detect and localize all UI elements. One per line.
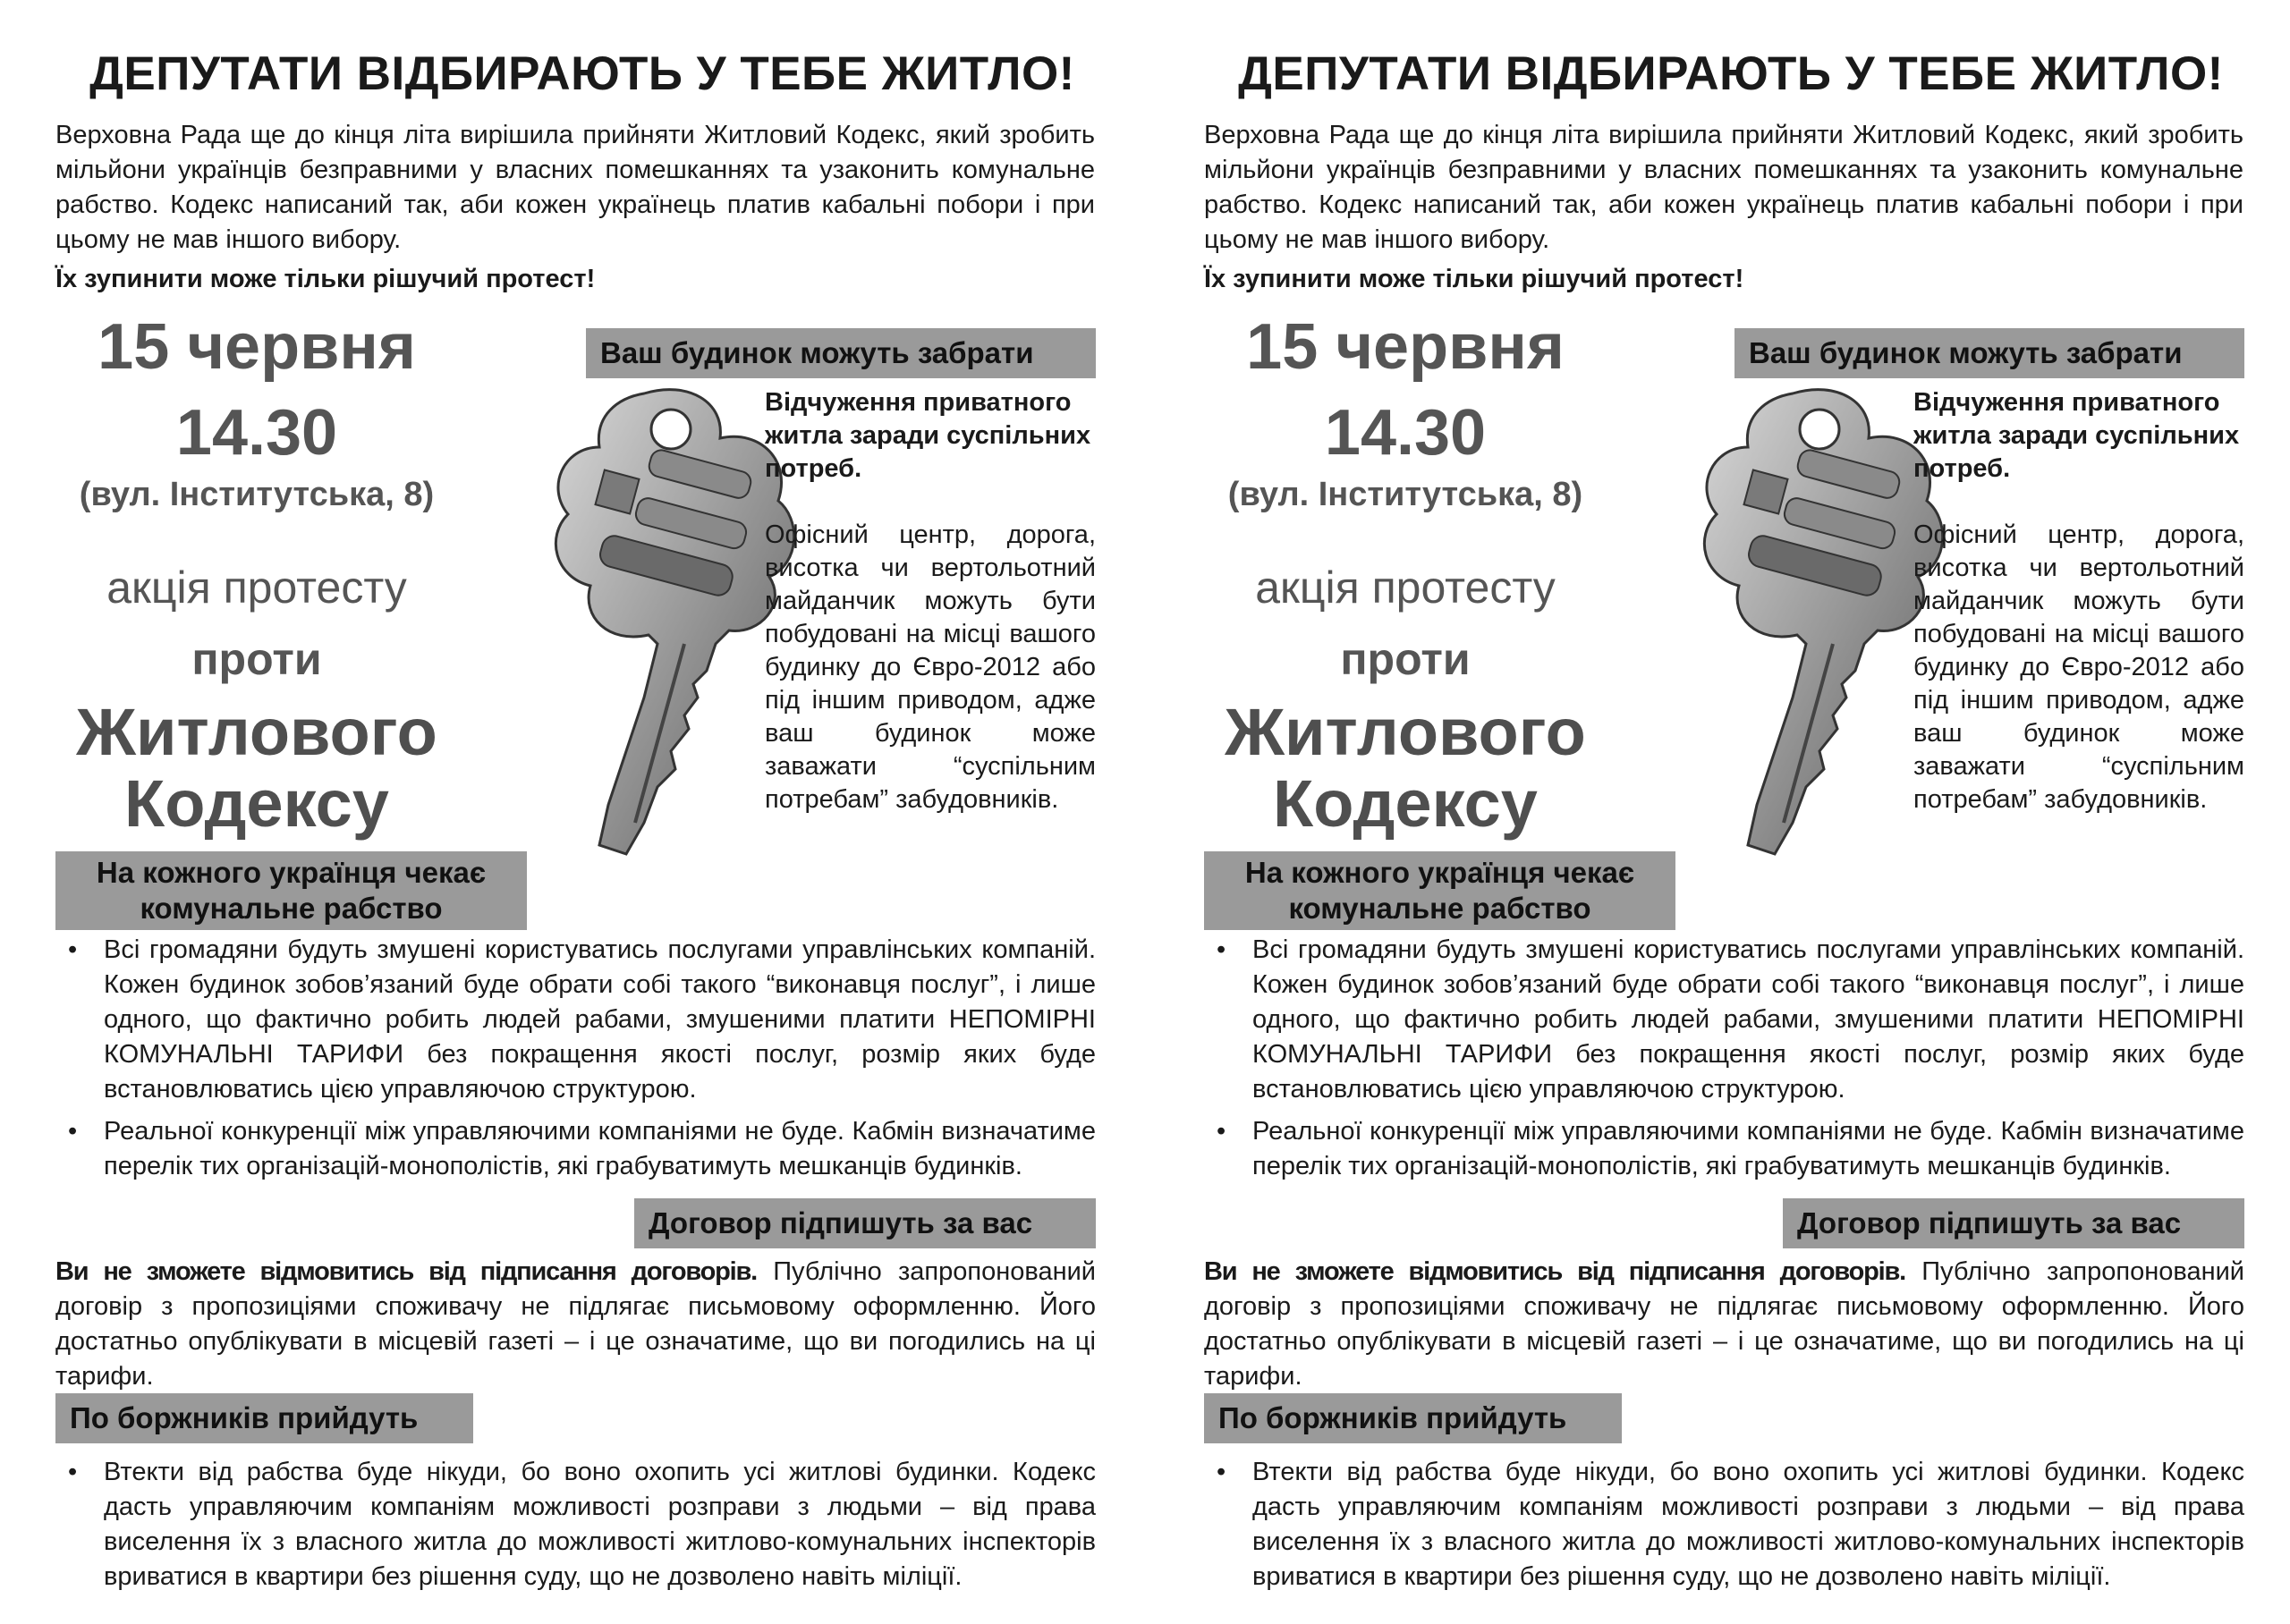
event-date: 15 червня	[1246, 311, 1565, 383]
event-action: акція протесту	[1255, 562, 1556, 613]
list-item: • Реальної конкуренції між управляючими компаніями не буде. Кабмін визначатиме перелік тих організацій-монополістів, які грабуватимуть мешканців будинків.	[55, 1114, 1096, 1184]
event-date: 15 червня	[98, 311, 416, 383]
home-subtitle: Відчуження приватного житла заради суспільних потреб.	[765, 388, 1091, 483]
slogan: Їх зупинити може тільки рішучий протест!	[55, 265, 596, 293]
home-section-text	[1913, 386, 2244, 816]
list-item: • Втекти від рабства буде нікуди, бо воно охопить усі житлові будинки. Кодекс дасть управляючим компаніям можливості розправи з людьми – від права виселення їх з власного житла до можливості житлово-комунальних інспекторів вриватися в квартири без рішення суду, що не дозволено навіть міліції.	[1204, 1455, 2244, 1594]
contract-paragraph	[55, 1255, 1096, 1394]
event-time: 14.30	[1324, 397, 1487, 469]
section-header-contract: Договор підпишуть за вас	[1783, 1198, 2244, 1248]
list-item: • Реальної конкуренції між управляючими компаніями не буде. Кабмін визначатиме перелік тих організацій-монополістів, які грабуватимуть мешканців будинків.	[1204, 1114, 2244, 1184]
list-item: • Всі громадяни будуть змушені користуватись послугами управлінських компаній. Кожен будинок зобов’язаний буде обрати собі такого “виконавця послуг”, і лише одного, що фактично робить людей рабами, змушеними платити НЕПОМІРНІ КОМУНАЛЬНІ ТАРИФИ без покращення якості послуг, розмір яких буде встановлюватись цією управляючою структурою.	[55, 933, 1096, 1107]
event-against: проти	[191, 634, 322, 684]
contract-body: Публічно запропонований договір з пропозиціями споживачу не підлягає письмовому оформленню. Його достатньо опублікувати в місцевій газеті – і це означатиме, що ви погодились на ці тарифи.	[1204, 1257, 2244, 1391]
flyer-title: ДЕПУТАТИ ВІДБИРАЮТЬ У ТЕБЕ ЖИТЛО!	[1238, 47, 2224, 100]
section-header-utility: На кожного українця чекає комунальне рабство	[1204, 851, 1675, 930]
debt-bullets	[55, 1455, 1096, 1602]
event-action: акція протесту	[106, 562, 407, 613]
event-block	[55, 309, 458, 840]
utility-bullets	[1204, 933, 2244, 1191]
contract-paragraph	[1204, 1255, 2244, 1394]
event-code-line1: Житлового	[76, 695, 437, 769]
list-item: • Втекти від рабства буде нікуди, бо воно охопить усі житлові будинки. Кодекс дасть управляючим компаніям можливості розправи з людьми – від права виселення їх з власного житла до можливості житлово-комунальних інспекторів вриватися в квартири без рішення суду, що не дозволено навіть міліції.	[55, 1455, 1096, 1594]
debt-bullets	[1204, 1455, 2244, 1602]
section-header-utility: На кожного українця чекає комунальне рабство	[55, 851, 527, 930]
event-address: (вул. Інститутська, 8)	[79, 476, 435, 513]
event-time: 14.30	[175, 397, 338, 469]
section-header-contract: Договор підпишуть за вас	[634, 1198, 1096, 1248]
utility-bullets	[55, 933, 1096, 1191]
contract-bold-lead: Ви не зможете відмовитись від підписання договорів.	[1204, 1257, 1906, 1286]
contract-body: Публічно запропонований договір з пропозиціями споживачу не підлягає письмовому оформленню. Його достатньо опублікувати в місцевій газеті – і це означатиме, що ви погодились на ці тарифи.	[55, 1257, 1096, 1391]
section-header-home: Ваш будинок можуть забрати	[1734, 328, 2244, 378]
event-code-line2: Кодексу	[1273, 766, 1538, 841]
home-body: Офісний центр, дорога, висотка чи вертольотний майданчик можуть бути побудовані на місці вашого будинку до Євро-2012 або під іншим приводом, адже ваш будинок може заважати “суспільним потребам” забудовників.	[765, 520, 1096, 814]
section-header-debt: По боржників прийдуть	[55, 1393, 473, 1443]
intro-paragraph: Верховна Рада ще до кінця літа вирішила прийняти Житловий Кодекс, який зробить мільйони українців безправними у власних помешканнях та узаконить комунальне рабство. Кодекс написаний так, аби кожен українець платив кабальні побори і при цьому не мав іншого вибору.	[55, 121, 1095, 254]
flyer-right	[1204, 0, 2288, 1624]
event-code-line2: Кодексу	[124, 766, 389, 841]
event-address: (вул. Інститутська, 8)	[1227, 476, 1583, 513]
home-body: Офісний центр, дорога, висотка чи вертольотний майданчик можуть бути побудовані на місці вашого будинку до Євро-2012 або під іншим приводом, адже ваш будинок може заважати “суспільним потребам” забудовників.	[1913, 520, 2244, 814]
event-against: проти	[1340, 634, 1471, 684]
event-code-line1: Житлового	[1225, 695, 1586, 769]
home-section-text	[765, 386, 1096, 816]
intro-paragraph: Верховна Рада ще до кінця літа вирішила прийняти Житловий Кодекс, який зробить мільйони українців безправними у власних помешканнях та узаконить комунальне рабство. Кодекс написаний так, аби кожен українець платив кабальні побори і при цьому не мав іншого вибору.	[1204, 121, 2243, 254]
event-block	[1204, 309, 1607, 840]
section-header-home: Ваш будинок можуть забрати	[586, 328, 1096, 378]
slogan: Їх зупинити може тільки рішучий протест!	[1204, 265, 1744, 293]
list-item: • Всі громадяни будуть змушені користуватись послугами управлінських компаній. Кожен будинок зобов’язаний буде обрати собі такого “виконавця послуг”, і лише одного, що фактично робить людей рабами, змушеними платити НЕПОМІРНІ КОМУНАЛЬНІ ТАРИФИ без покращення якості послуг, розмір яких буде встановлюватись цією управляючою структурою.	[1204, 933, 2244, 1107]
flyer-title: ДЕПУТАТИ ВІДБИРАЮТЬ У ТЕБЕ ЖИТЛО!	[89, 47, 1075, 100]
home-subtitle: Відчуження приватного житла заради суспільних потреб.	[1913, 388, 2240, 483]
section-header-debt: По боржників прийдуть	[1204, 1393, 1622, 1443]
flyer-left	[55, 0, 1140, 1624]
contract-bold-lead: Ви не зможете відмовитись від підписання договорів.	[55, 1257, 758, 1286]
